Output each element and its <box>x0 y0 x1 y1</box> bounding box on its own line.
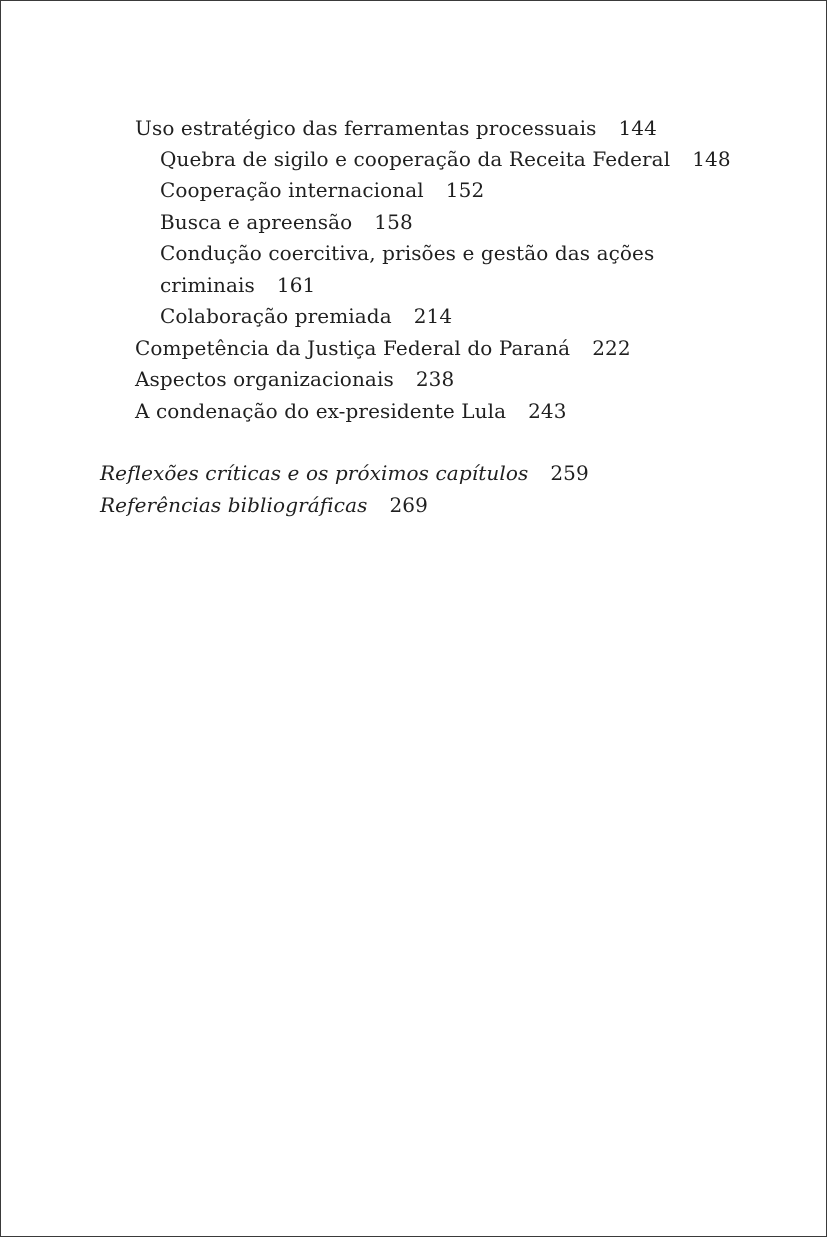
toc-entry-page: 214 <box>413 304 453 328</box>
toc-entry-title: Quebra de sigilo e cooperação da Receita Federal <box>160 147 671 171</box>
toc-entry-title: Uso estratégico das ferramentas processuais <box>135 116 597 140</box>
toc-entry-page: 222 <box>592 336 631 360</box>
toc-entry-page: 148 <box>692 147 731 171</box>
toc-entry <box>160 175 484 207</box>
toc-entry <box>135 113 657 145</box>
toc-entry <box>160 270 315 302</box>
toc-entry <box>160 301 452 333</box>
toc-entry-page: 161 <box>276 273 316 297</box>
toc-entry <box>135 333 631 365</box>
toc-entry-title: Condução coercitiva, prisões e gestão das ações <box>160 241 655 265</box>
toc-entry-title: A condenação do ex-presidente Lula <box>135 399 507 423</box>
toc-entry-title: Competência da Justiça Federal do Paraná <box>135 336 571 360</box>
toc-chapter-entry <box>100 490 428 522</box>
toc-entry <box>160 238 654 270</box>
toc-entry-title: Busca e apreensão <box>160 210 353 234</box>
toc-entry-page: 152 <box>445 178 485 202</box>
toc-entry-title: criminais <box>160 273 255 297</box>
toc-entry <box>160 207 413 239</box>
toc-entry-page: 144 <box>618 116 657 140</box>
toc-entry-title: Referências bibliográficas <box>100 493 368 517</box>
toc-entry-page: 238 <box>415 367 455 391</box>
toc-entry <box>135 364 454 396</box>
toc-chapter-entry <box>100 458 589 490</box>
toc-entry-title: Reflexões críticas e os próximos capítulos <box>100 461 529 485</box>
toc-entry-page: 243 <box>528 399 567 423</box>
toc-entry-title: Aspectos organizacionais <box>135 367 394 391</box>
toc-entry <box>160 144 731 176</box>
toc-entry <box>135 396 567 428</box>
toc-entry-title: Cooperação internacional <box>160 178 424 202</box>
toc-entry-page: 259 <box>550 461 589 485</box>
toc-entry-page: 269 <box>389 493 428 517</box>
toc-entry-page: 158 <box>374 210 413 234</box>
toc-entry-title: Colaboração premiada <box>160 304 392 328</box>
